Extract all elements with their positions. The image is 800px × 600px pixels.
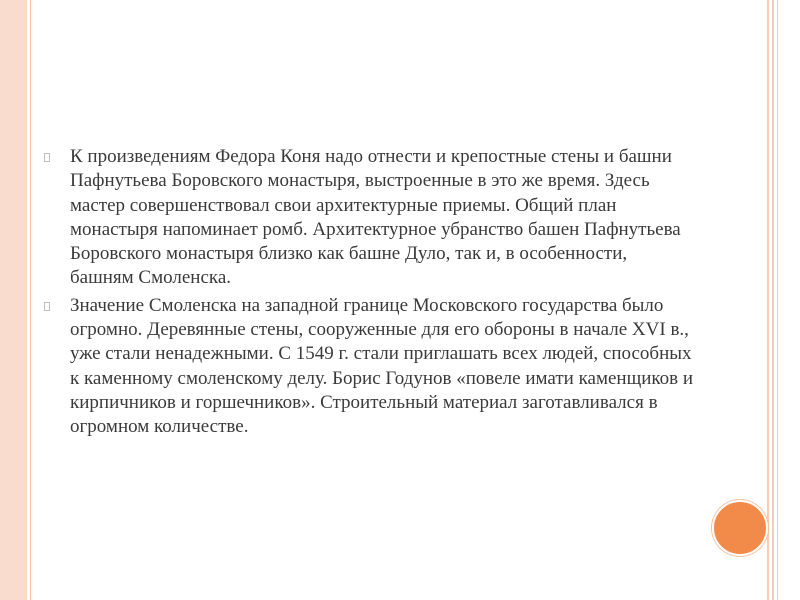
bullet-icon xyxy=(44,302,50,311)
paragraph-text: К произведениям Федора Коня надо отнести и крепостные стены и башни Пафнутьева Боровского монастыря, выстроенные в это же время. Здесь мастер совершенствовал свои архитектурные приемы. Общий план монастыря напоминает ромб. Архитектурное убранство башен Пафнутьева Боровского монастыря близко как башне Дуло, так и, в особенности, башням Смоленска. xyxy=(70,146,681,289)
bullet-paragraph xyxy=(44,294,694,440)
right-decorative-line xyxy=(772,0,774,600)
slide-body xyxy=(44,145,694,443)
paragraph-text: Значение Смоленска на западной границе Московского государства было огромно. Деревянные стены, сооруженные для его обороны в начале XVI в., уже стали ненадежными. С 1549 г. стали приглашать всех людей, способных к каменному смоленскому делу. Борис Годунов «повеле имати каменщиков и кирпичников и горшечников». Строительный материал заготавливался в огромном количестве. xyxy=(70,294,694,438)
bullet-paragraph xyxy=(44,145,694,291)
left-decorative-band xyxy=(0,0,27,600)
right-decorative-line xyxy=(767,0,769,600)
right-decorative-line xyxy=(777,0,778,600)
bullet-icon xyxy=(44,153,50,162)
orange-circle-decoration xyxy=(712,500,768,556)
left-divider-thin xyxy=(30,0,31,600)
